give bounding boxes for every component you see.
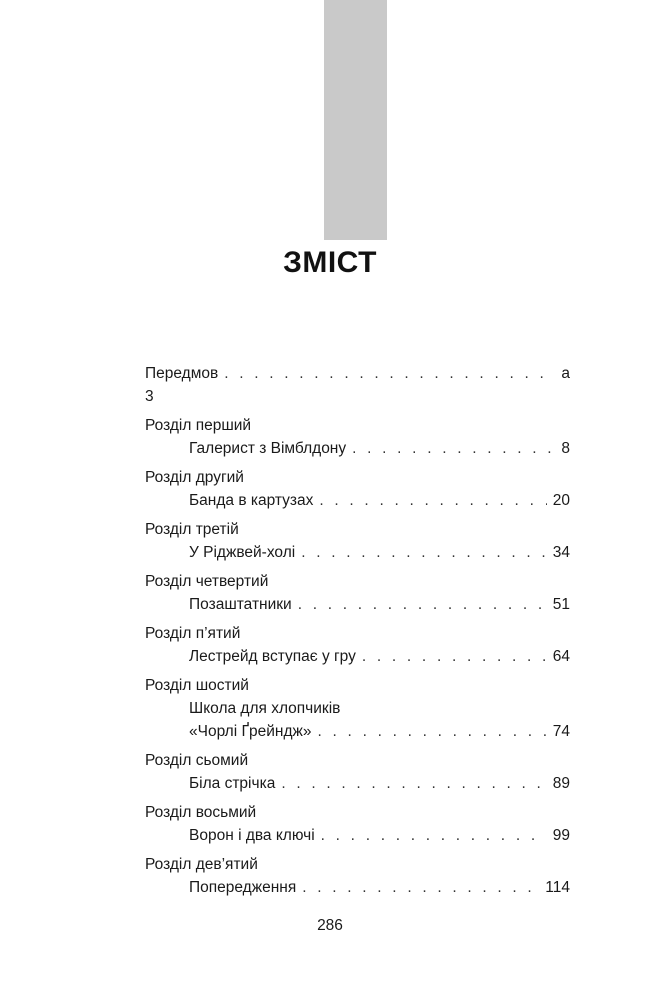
toc-page-number: 114: [545, 879, 570, 896]
footer-page-number: 286: [317, 917, 343, 934]
toc-line: [145, 720, 570, 743]
toc-entry-chapter-9: [145, 853, 570, 899]
toc-entry-title-line-1[interactable]: Школа для хлопчиків: [189, 700, 341, 717]
toc-line: [145, 645, 570, 668]
toc-entry-title[interactable]: Ворон і два ключі: [189, 827, 315, 844]
chapter-heading: Розділ восьмий: [145, 804, 257, 821]
chapter-heading: Розділ п’ятий: [145, 625, 241, 642]
toc-line: [145, 876, 570, 899]
toc-line: [145, 824, 570, 847]
toc-page-number: а: [561, 365, 570, 382]
decorative-gray-bar: [324, 0, 387, 240]
chapter-heading: Розділ шостий: [145, 677, 249, 694]
toc-entry-title[interactable]: Біла стрічка: [189, 775, 276, 792]
chapter-heading: Розділ дев’ятий: [145, 856, 258, 873]
chapter-heading: Розділ другий: [145, 469, 244, 486]
toc-entry-preface: [145, 362, 570, 408]
toc-line: [145, 489, 570, 512]
toc-line: [145, 437, 570, 460]
leader-dots: [352, 437, 555, 460]
toc-page-number: 89: [552, 775, 570, 792]
toc-entry-title[interactable]: Попередження: [189, 879, 297, 896]
chapter-heading-line: [145, 674, 570, 697]
chapter-heading: Розділ перший: [145, 417, 252, 434]
toc-line: [145, 697, 570, 720]
leader-dots: [298, 593, 547, 616]
toc-entry-chapter-5: [145, 622, 570, 668]
toc-page-number-continuation: 3: [145, 388, 154, 405]
toc-entry-chapter-7: [145, 749, 570, 795]
toc-page-number: 99: [552, 827, 570, 844]
toc-entry-chapter-8: [145, 801, 570, 847]
toc-line: [145, 385, 570, 408]
leader-dots: [301, 541, 547, 564]
toc-page-number: 34: [552, 544, 570, 561]
chapter-heading: Розділ третій: [145, 521, 239, 538]
toc-line: [145, 593, 570, 616]
leader-dots: [302, 876, 539, 899]
chapter-heading: Розділ четвертий: [145, 573, 269, 590]
toc-page-number: 64: [552, 648, 570, 665]
toc-entry-title[interactable]: Позаштатники: [189, 596, 292, 613]
leader-dots: [362, 645, 547, 668]
toc-line: [145, 541, 570, 564]
toc-entry-chapter-3: [145, 518, 570, 564]
toc-entry-title[interactable]: Галерист з Вімблдону: [189, 440, 347, 457]
page-title: ЗМІСТ: [283, 246, 377, 279]
chapter-heading-line: [145, 466, 570, 489]
chapter-heading-line: [145, 801, 570, 824]
chapter-heading-line: [145, 414, 570, 437]
toc-page-number: 20: [552, 492, 570, 509]
toc-entry-chapter-6: [145, 674, 570, 743]
toc-entry-title[interactable]: У Ріджвей-холі: [189, 544, 296, 561]
leader-dots: [318, 720, 547, 743]
leader-dots: [319, 489, 546, 512]
toc-entry-chapter-4: [145, 570, 570, 616]
leader-dots: [281, 772, 546, 795]
leader-dots: [224, 362, 555, 385]
chapter-heading-line: [145, 622, 570, 645]
toc-entry-chapter-2: [145, 466, 570, 512]
toc-page-number: 51: [552, 596, 570, 613]
chapter-heading-line: [145, 853, 570, 876]
chapter-heading-line: [145, 570, 570, 593]
table-of-contents: [145, 362, 570, 905]
chapter-heading-line: [145, 749, 570, 772]
leader-dots: [321, 824, 547, 847]
toc-page-number: 74: [552, 723, 570, 740]
toc-entry-title[interactable]: Лестрейд вступає у гру: [189, 648, 356, 665]
toc-entry-title[interactable]: Банда в картузах: [189, 492, 314, 509]
toc-entry-title[interactable]: «Чорлі Ґрейндж»: [189, 723, 312, 740]
toc-page-number: 8: [561, 440, 570, 457]
chapter-heading: Розділ сьомий: [145, 752, 249, 769]
chapter-heading-line: [145, 518, 570, 541]
toc-entry-chapter-1: [145, 414, 570, 460]
toc-entry-title[interactable]: Передмов: [145, 365, 219, 382]
toc-line: [145, 772, 570, 795]
toc-line: [145, 362, 570, 385]
